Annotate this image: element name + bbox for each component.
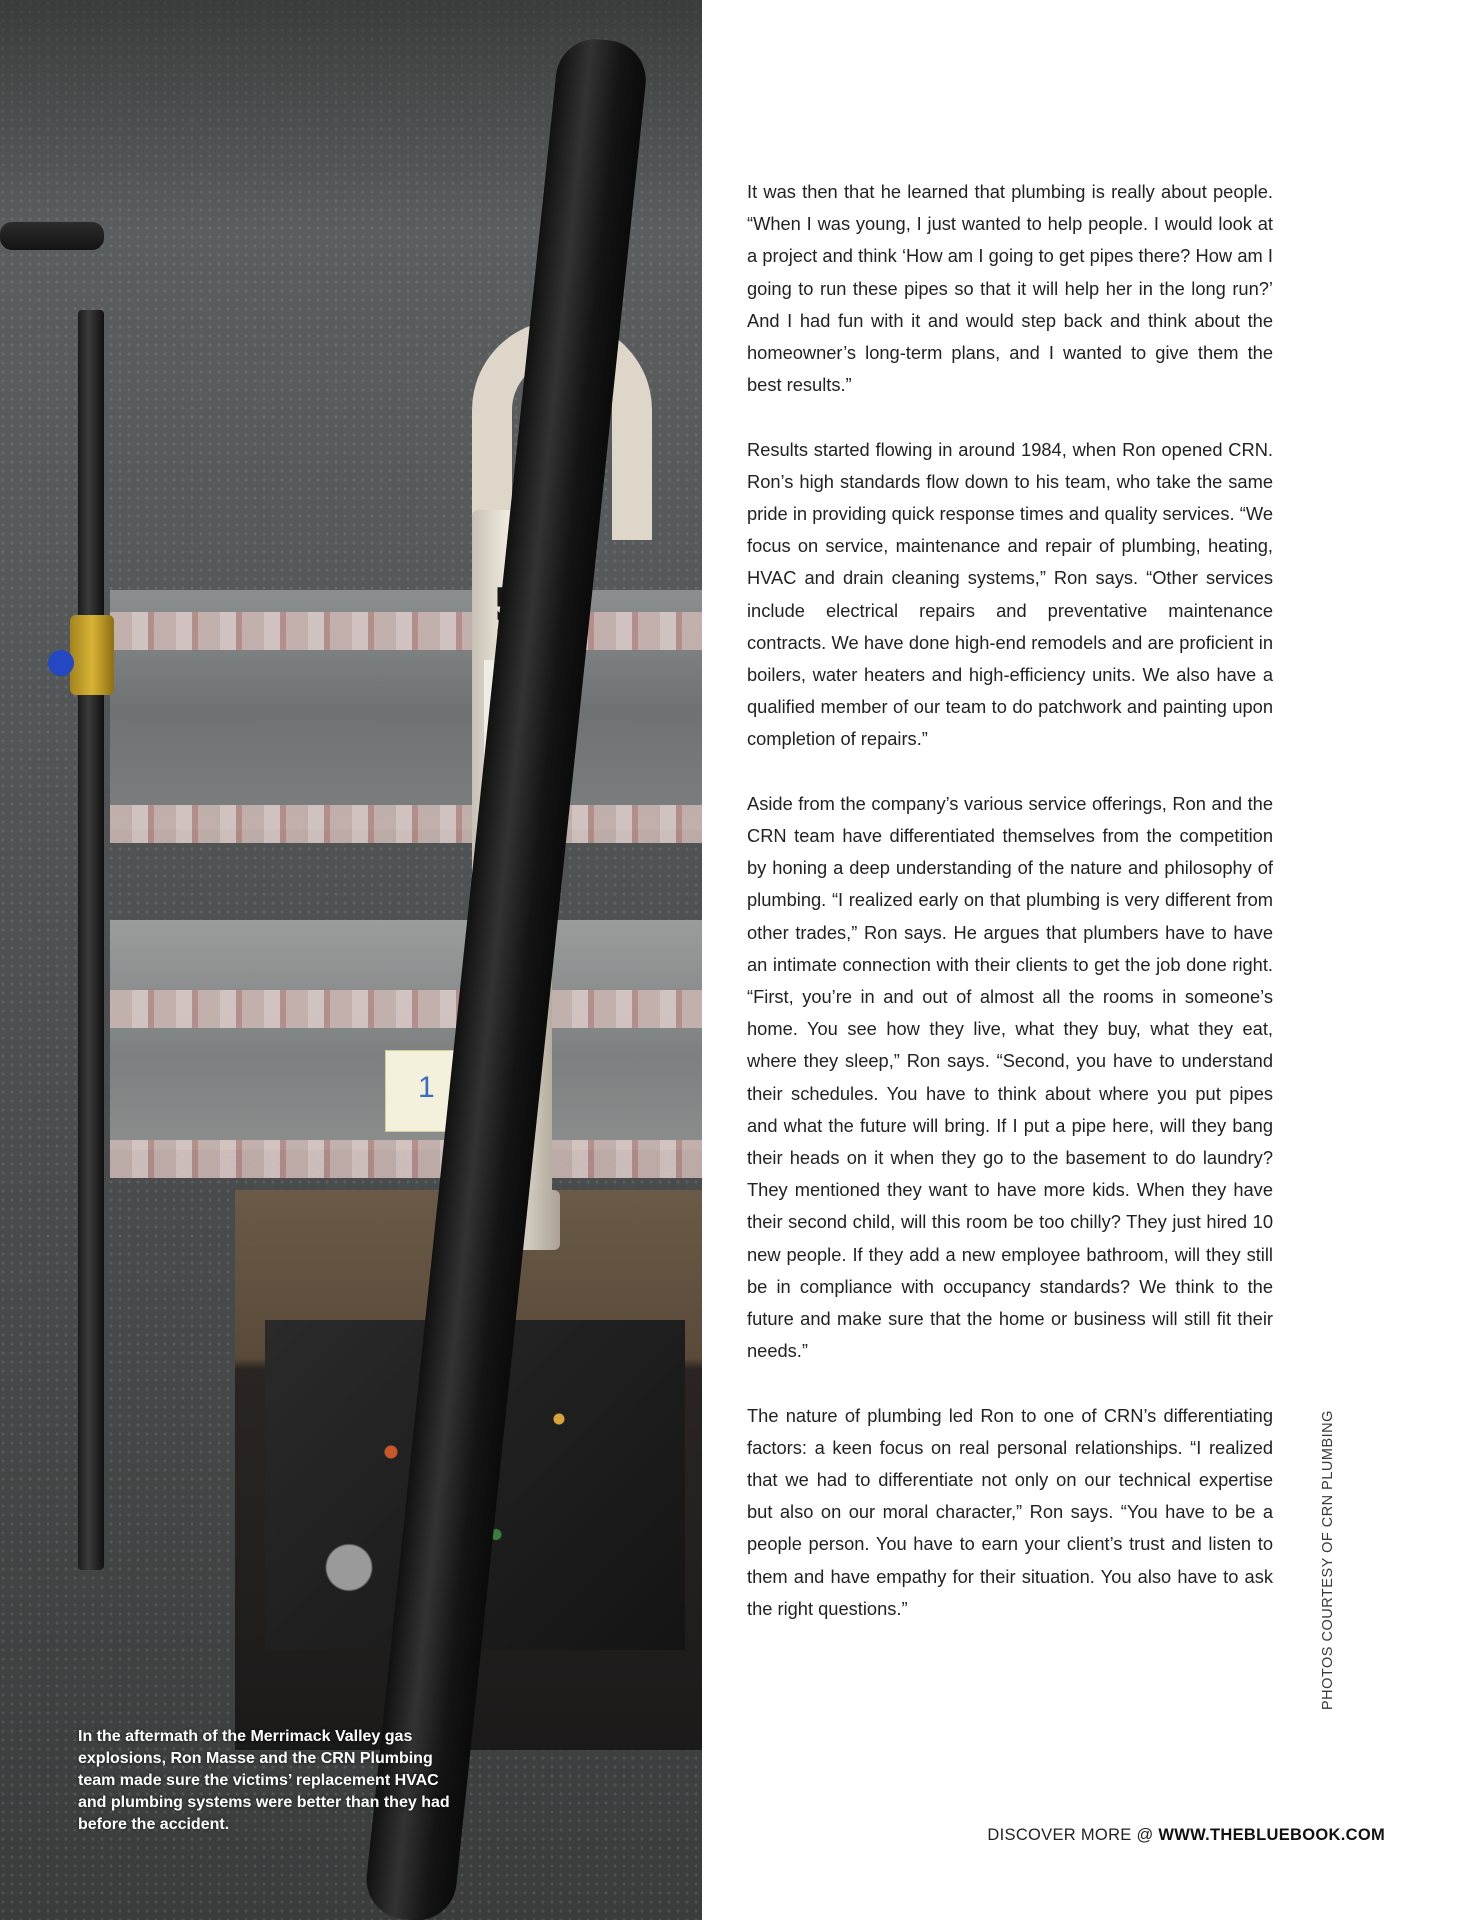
article-body xyxy=(747,176,1273,1657)
article-paragraph: Results started flowing in around 1984, when Ron opened CRN. Ron’s high standards flow down to his team, who take the same pride in providing quick response times and quality services. “We focus on service, maintenance and repair of plumbing, heating, HVAC and drain cleaning systems,” Ron says. “Other services include electrical repairs and preventative maintenance contracts. We have done high-end remodels and are proficient in boilers, water heaters and high-efficiency units. We also have a qualified member of our team to do patchwork and painting upon completion of repairs.” xyxy=(747,438,1273,750)
article-paragraph: Aside from the company’s various service offerings, Ron and the CRN team have differentiated themselves from the competition by honing a deep understanding of the nature and philosophy of plumbing. “I realized early on that plumbing is very different from other trades,” Ron says. He argues that plumbers have to have an intimate connection with their clients to get the job done right. “First, you’re in and out of almost all the rooms in someone’s home. You see how they live, what they buy, what they eat, where they sleep,” Ron says. “Second, you have to understand their schedules. You have to think about where you put pipes and what the future will bring. If I put a pipe here, will they bang their heads on it when they go to the basement to do laundry? They mentioned they want to have more kids. When they have their second child, will this room be too chilly? They just hired 10 new people. If they add a new employee bathroom, will they still be in compliance with occupancy standards? We think to the future and make sure that the home or business will still fit their needs.” xyxy=(747,792,1273,1362)
foil-tape xyxy=(110,612,702,650)
gas-pipe xyxy=(78,310,104,1570)
footer-url[interactable]: WWW.THEBLUEBOOK.COM xyxy=(1158,1826,1385,1844)
foil-tape xyxy=(110,805,702,843)
hvac-photo xyxy=(0,0,702,1920)
brass-valve xyxy=(70,615,114,695)
footer-prefix: DISCOVER MORE @ xyxy=(987,1826,1159,1844)
foil-tape xyxy=(110,1140,702,1178)
sticker-number: 1 xyxy=(418,1071,435,1104)
photo-caption: In the aftermath of the Merrimack Valley gas explosions, Ron Masse and the CRN Plumbing team made sure the victims’ replacement HVAC and plumbing systems were better than they had before the accident. xyxy=(78,1728,450,1833)
foil-tape xyxy=(110,990,702,1028)
valve-handle xyxy=(48,650,74,676)
footer xyxy=(987,1826,1385,1845)
photo-credit: PHOTOS COURTESY OF CRN PLUMBING xyxy=(1320,1410,1336,1710)
article-paragraph: It was then that he learned that plumbing is really about people. “When I was young, I just wanted to help people. I would look at a project and think ‘How am I going to get pipes there? How am I going to run these pipes so that it will help her in the long run?’ And I had fun with it and would step back and think about the homeowner’s long-term plans, and I wanted to give them the best results.” xyxy=(747,181,1273,396)
gas-pipe-elbow xyxy=(0,222,104,250)
article-paragraph: The nature of plumbing led Ron to one of CRN’s differentiating factors: a keen focus on real personal relationships. “I realized that we had to differentiate not only on our technical expertise but also on our moral character,” Ron says. “You have to be a people person. You have to earn your client’s trust and listen to them and have empathy for their situation. You also have to ask the right questions.” xyxy=(747,1404,1273,1619)
